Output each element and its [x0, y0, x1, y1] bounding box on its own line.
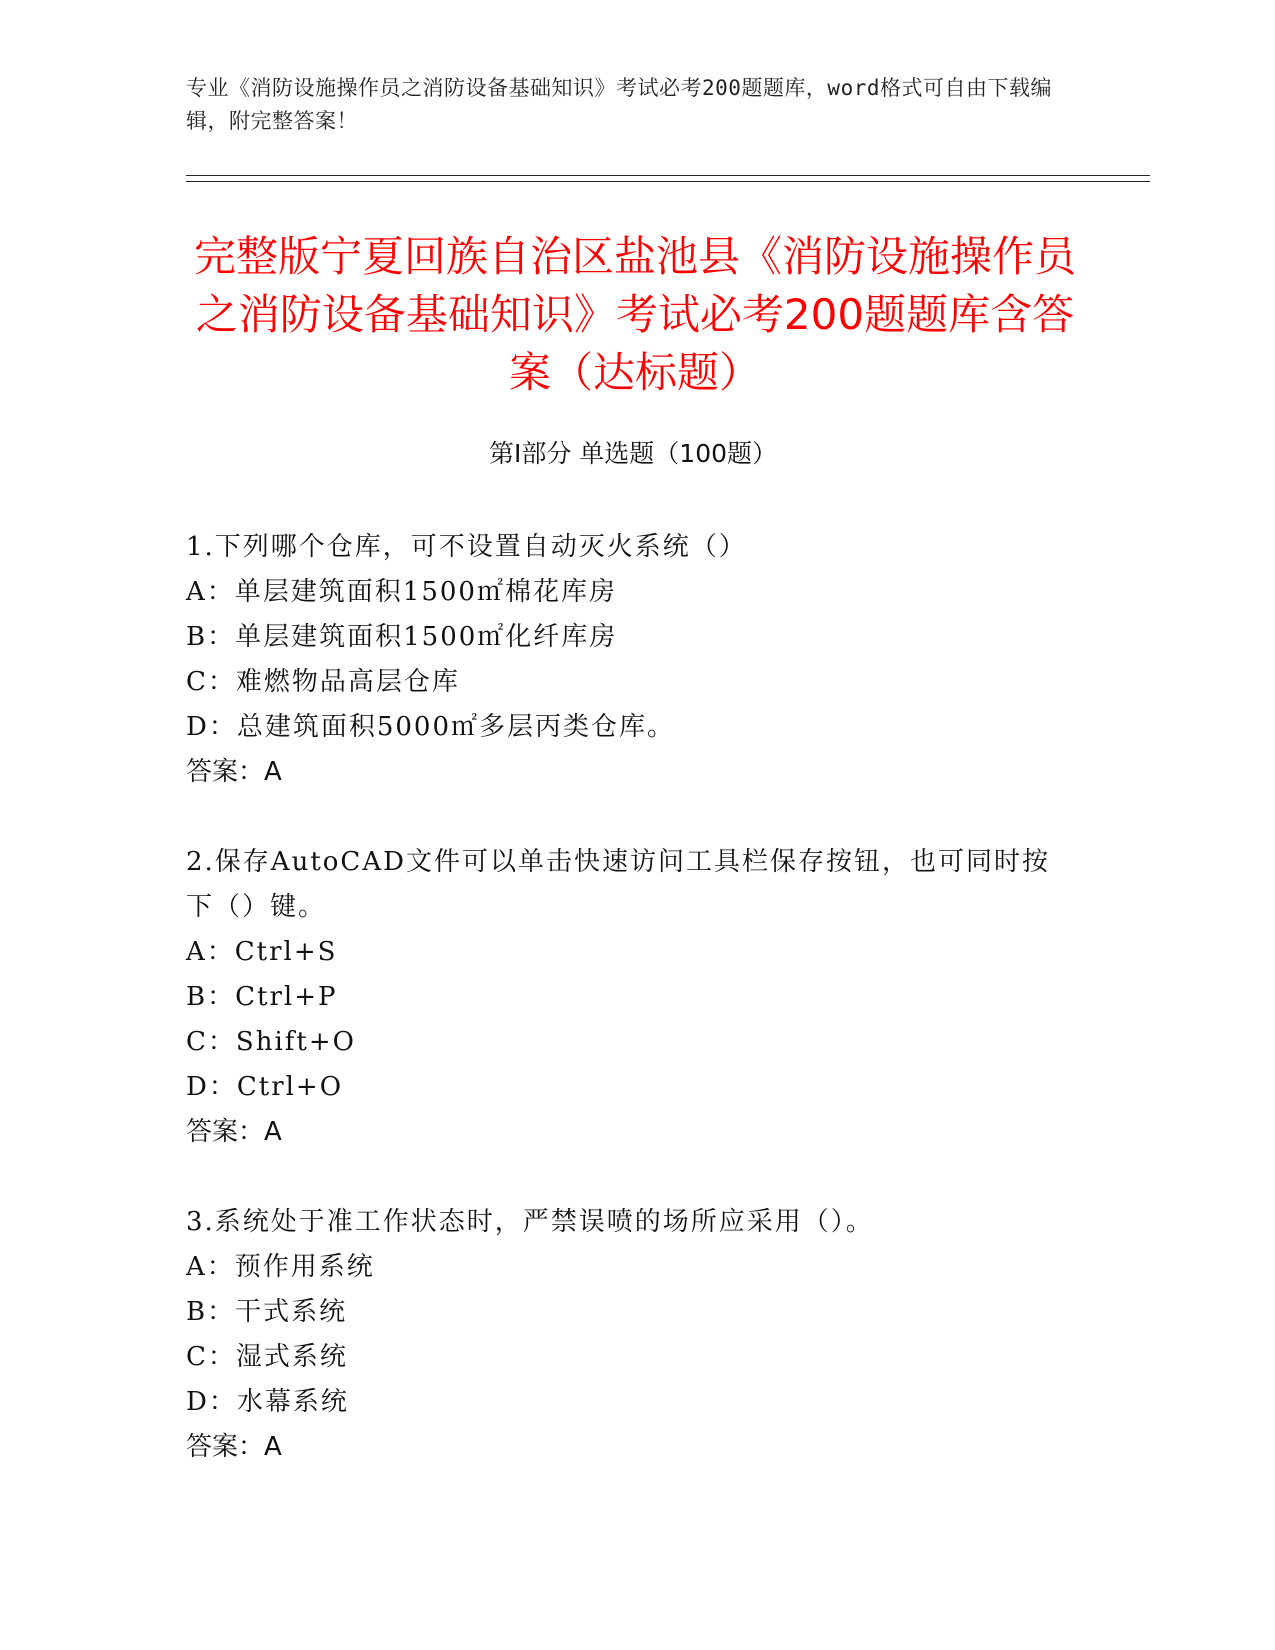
- header-divider-top: [186, 175, 1150, 176]
- option-c: C：难燃物品高层仓库: [186, 667, 460, 697]
- option-d: D：总建筑面积5000㎡多层丙类仓库。: [186, 712, 676, 742]
- question-1: [186, 525, 1066, 795]
- option-d: D：水幕系统: [186, 1387, 349, 1417]
- option-d: D：Ctrl+O: [186, 1072, 344, 1102]
- option-b: B：Ctrl+P: [186, 982, 338, 1012]
- option-b: B：单层建筑面积1500㎡化纤库房: [186, 622, 618, 652]
- answer-line: 答案：A: [186, 1432, 282, 1462]
- question-stem: 2.保存AutoCAD文件可以单击快速访问工具栏保存按钮，也可同时按下（）键。: [186, 847, 1050, 922]
- option-a: A：单层建筑面积1500㎡棉花库房: [186, 577, 617, 607]
- header-divider-bottom: [186, 181, 1150, 182]
- question-stem: 1.下列哪个仓库，可不设置自动灭火系统（）: [186, 532, 747, 562]
- option-c: C：湿式系统: [186, 1342, 348, 1372]
- document-title: 完整版宁夏回族自治区盐池县《消防设施操作员之消防设备基础知识》考试必考200题题库含答案（达标题）: [193, 232, 1076, 397]
- option-a: A：预作用系统: [186, 1252, 375, 1282]
- question-list: [186, 525, 1066, 1515]
- section-title: 第I部分 单选题（100题）: [488, 439, 778, 468]
- option-c: C：Shift+O: [186, 1027, 356, 1057]
- question-stem: 3.系统处于准工作状态时，严禁误喷的场所应采用（）。: [186, 1207, 874, 1237]
- answer-line: 答案：A: [186, 1117, 282, 1147]
- option-b: B：干式系统: [186, 1297, 348, 1327]
- answer-line: 答案：A: [186, 757, 282, 787]
- question-3: [186, 1200, 1066, 1470]
- option-a: A：Ctrl+S: [186, 937, 338, 967]
- header-note: 专业《消防设施操作员之消防设备基础知识》考试必考200题题库，word格式可自由下载编辑，附完整答案！: [186, 76, 1052, 133]
- question-2: [186, 840, 1066, 1155]
